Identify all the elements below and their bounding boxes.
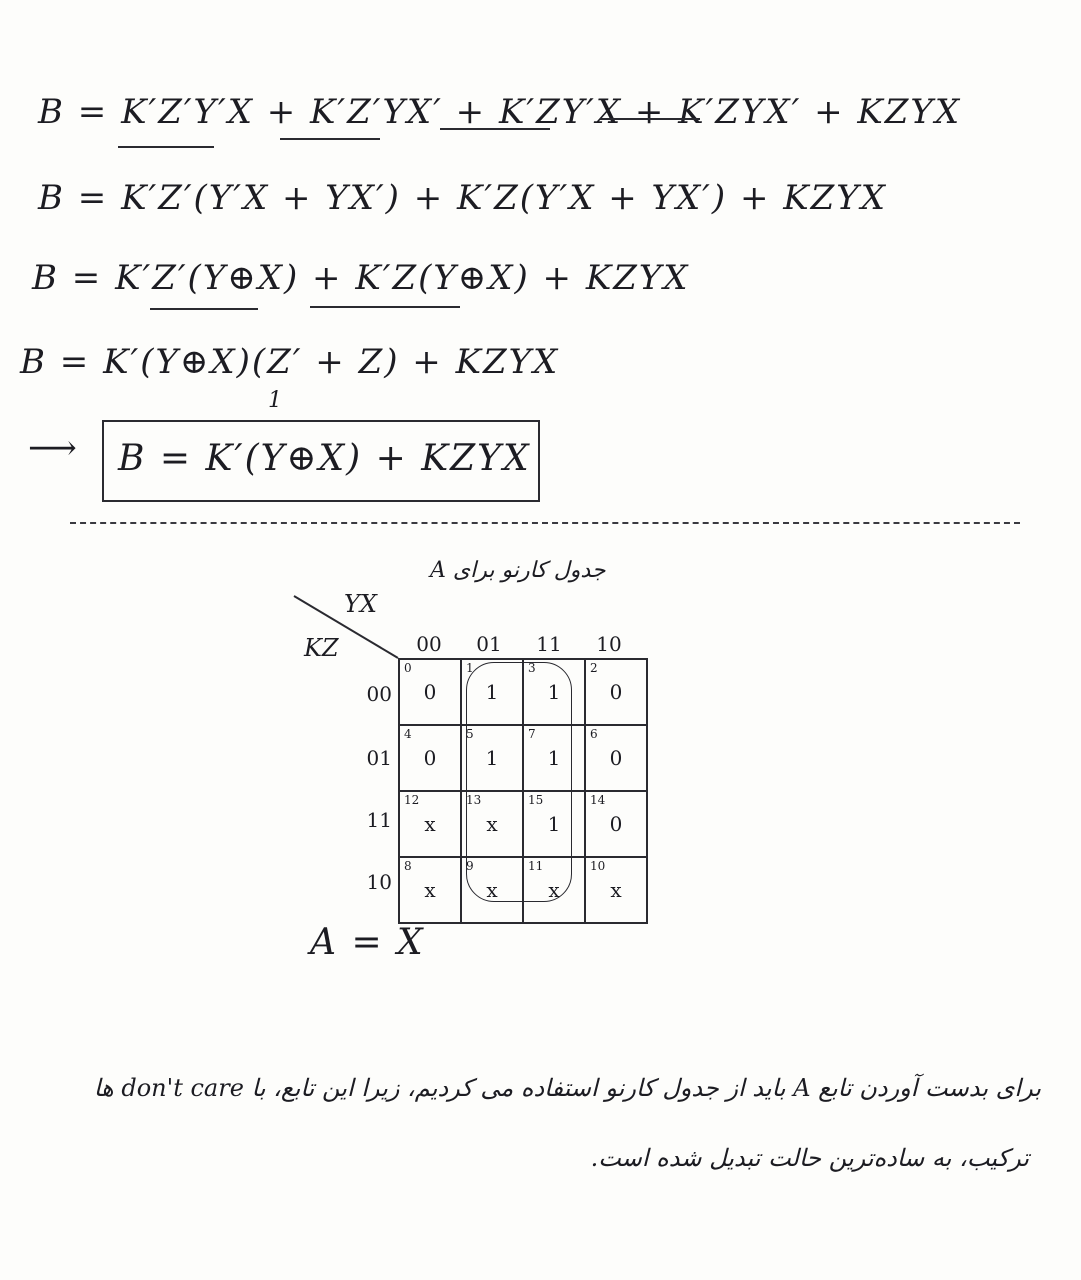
kmap-cell: [399, 857, 461, 923]
cell-value: 0: [609, 812, 623, 836]
kmap-row-label: 10: [366, 870, 392, 894]
cell-value: x: [486, 878, 498, 902]
kmap-cell: [399, 725, 461, 791]
cell-index: 5: [466, 727, 474, 741]
equation-line-4: B = K′(Y⊕X)(Z′ + Z) + KZYX: [20, 342, 560, 382]
cell-index: 14: [590, 793, 606, 807]
kmap-col-label: 01: [476, 632, 502, 656]
cell-value: 0: [423, 680, 437, 704]
kmap-cell: [585, 659, 647, 725]
cell-index: 3: [528, 661, 536, 675]
equation-line-3: B = K′Z′(Y⊕X) + K′Z(Y⊕X) + KZYX: [32, 258, 690, 298]
cell-value: x: [424, 812, 436, 836]
cell-value: 0: [609, 746, 623, 770]
cell-value: x: [548, 878, 560, 902]
kmap-col-label: 11: [536, 632, 562, 656]
underline-term-3: [440, 128, 550, 130]
cell-value: 1: [485, 680, 499, 704]
kmap-cell: [585, 725, 647, 791]
cell-value: 1: [485, 746, 499, 770]
cell-value: 1: [547, 680, 561, 704]
cell-index: 13: [466, 793, 482, 807]
cell-index: 12: [404, 793, 420, 807]
kmap-cell: [399, 659, 461, 725]
note-line-1: برای بدست آوردن تابع A باید از جدول کارنو استفاده می کردیم، زیرا این تابع، با don't care ها: [93, 1074, 1041, 1102]
kmap-col-variable: YX: [344, 590, 377, 618]
cell-index: 10: [590, 859, 606, 873]
underline-term-1: [118, 146, 214, 148]
cell-index: 15: [528, 793, 544, 807]
kmap-row-variable: KZ: [304, 634, 339, 662]
final-equation: B = K′(Y⊕X) + KZYX: [118, 438, 531, 479]
cell-value: x: [486, 812, 498, 836]
cell-index: 0: [404, 661, 412, 675]
equation-line-1: B = K′Z′Y′X + K′Z′YX′ + K′ZY′X + K′ZYX′ + KZYX: [38, 92, 962, 132]
cell-index: 8: [404, 859, 412, 873]
kmap-row-label: 11: [366, 808, 392, 832]
section-divider: [70, 522, 1020, 524]
underline-term-2: [280, 138, 380, 140]
cell-value: x: [610, 878, 622, 902]
cell-value: 1: [547, 812, 561, 836]
cell-index: 1: [466, 661, 474, 675]
cell-index: 9: [466, 859, 474, 873]
kmap-row-label: 00: [366, 682, 392, 706]
cell-value: 0: [609, 680, 623, 704]
underline-factor-2: [310, 306, 460, 308]
kmap-title: جدول کارنو برای A: [430, 558, 606, 583]
cell-value: x: [424, 878, 436, 902]
cell-index: 2: [590, 661, 598, 675]
kmap-result: A = X: [310, 922, 425, 963]
underline-factor-1: [150, 308, 258, 310]
under-one-mark: 1: [268, 388, 282, 413]
underline-term-4: [600, 118, 700, 120]
arrow-icon: ⟶: [28, 428, 77, 468]
kmap-group-loop: [466, 662, 572, 902]
equation-line-2: B = K′Z′(Y′X + YX′) + K′Z(Y′X + YX′) + KZYX: [38, 178, 887, 218]
kmap-cell: [585, 791, 647, 857]
cell-value: 0: [423, 746, 437, 770]
cell-index: 11: [528, 859, 544, 873]
cell-index: 4: [404, 727, 412, 741]
kmap-cell: [585, 857, 647, 923]
kmap-row-label: 01: [366, 746, 392, 770]
cell-value: 1: [547, 746, 561, 770]
note-line-2: ترکیب، به ساده‌ترین حالت تبدیل شده است.: [590, 1144, 1029, 1172]
kmap-col-label: 00: [416, 632, 442, 656]
kmap-cell: [399, 791, 461, 857]
kmap-col-label: 10: [596, 632, 622, 656]
cell-index: 6: [590, 727, 598, 741]
cell-index: 7: [528, 727, 536, 741]
